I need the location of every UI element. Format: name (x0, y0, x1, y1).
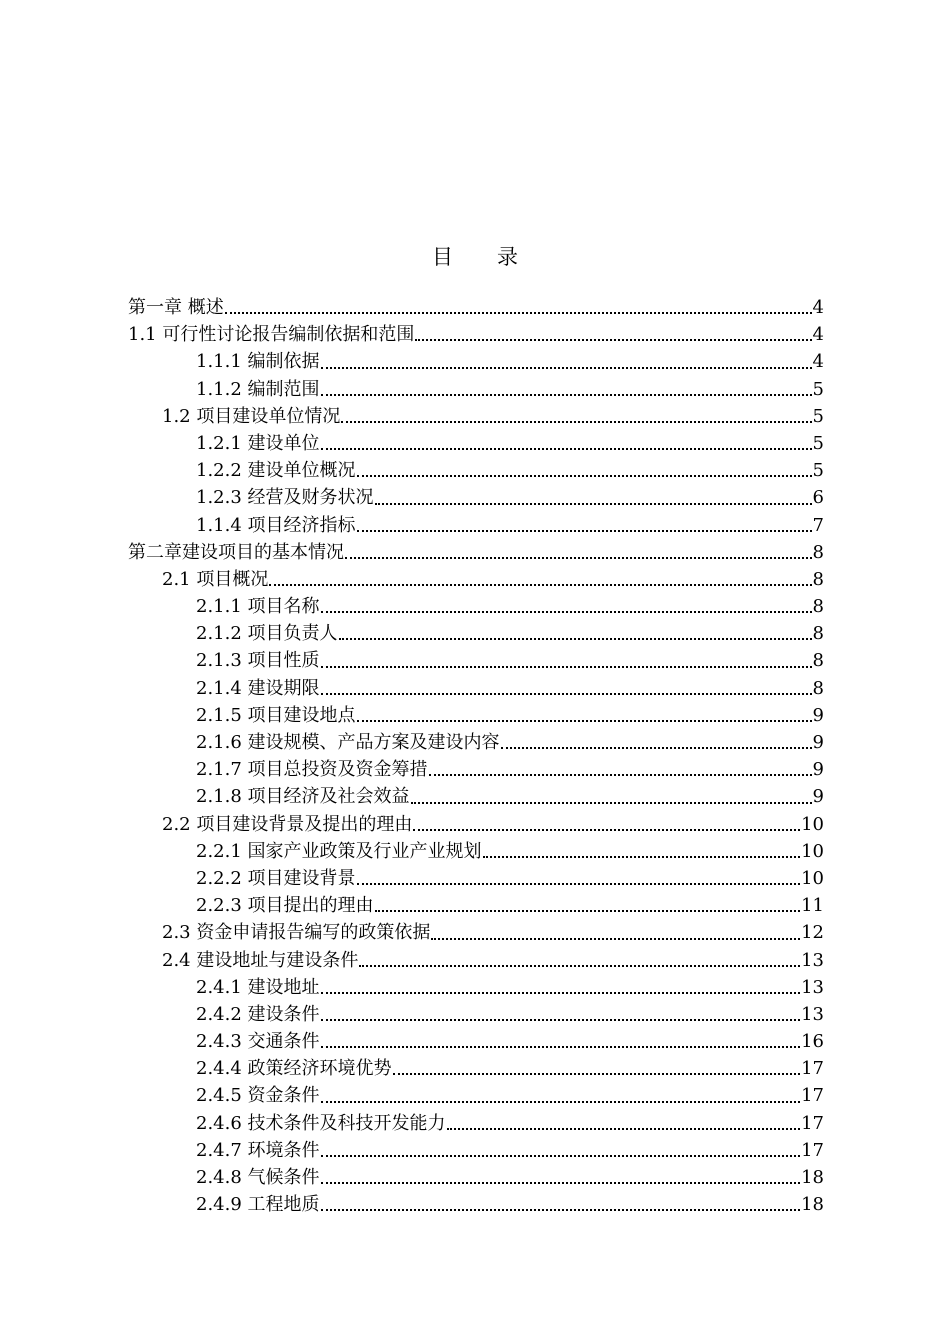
toc-entry-page: 16 (801, 1031, 824, 1053)
toc-entry-page: 10 (801, 867, 824, 889)
toc-leader-dots (321, 1155, 801, 1157)
toc-entry-page: 10 (801, 840, 824, 862)
toc-leader-dots (357, 720, 812, 722)
toc-entry-page: 4 (812, 324, 824, 346)
toc-leader-dots (321, 367, 812, 369)
toc-entry-page: 9 (812, 704, 824, 726)
toc-entry-label: 2.1.2 项目负责人 (196, 623, 338, 645)
toc-entry-page: 18 (801, 1167, 824, 1188)
toc-entry-page: 12 (801, 922, 824, 944)
toc-entry-label: 第一章 概述 (128, 297, 224, 318)
toc-entry-page: 8 (812, 650, 824, 672)
toc-leader-dots (269, 584, 811, 586)
toc-entry[interactable] (128, 811, 824, 838)
toc-entry-page: 9 (812, 786, 824, 808)
toc-leader-dots (375, 910, 801, 912)
toc-leader-dots (321, 1101, 801, 1103)
toc-entry-page: 17 (801, 1112, 824, 1134)
toc-entry[interactable] (128, 1164, 824, 1191)
toc-entry-label: 2.1.1 项目名称 (196, 596, 320, 618)
toc-entry-page: 17 (801, 1139, 824, 1161)
toc-entry-page: 5 (812, 378, 824, 400)
toc-leader-dots (429, 774, 812, 776)
toc-entry[interactable] (128, 457, 824, 484)
toc-entry-label: 第二章建设项目的基本情况 (128, 541, 344, 563)
toc-entry-page: 13 (801, 949, 824, 971)
toc-entry-label: 2.4.1 建设地址 (196, 976, 320, 998)
toc-leader-dots (321, 1019, 801, 1021)
toc-entry-page: 13 (801, 976, 824, 998)
toc-entry[interactable] (128, 783, 824, 810)
toc-entry-label: 2.2.1 国家产业政策及行业产业规划 (196, 840, 482, 862)
toc-entry[interactable] (128, 892, 824, 919)
toc-entry-label: 2.1 项目概况 (162, 568, 269, 590)
toc-entry-page: 8 (812, 568, 824, 590)
toc-entry[interactable] (128, 838, 824, 865)
toc-entry[interactable] (128, 1001, 824, 1028)
toc-entry-label: 1.2.1 建设单位 (196, 432, 320, 454)
toc-entry[interactable] (128, 294, 824, 321)
toc-entry[interactable] (128, 512, 824, 539)
toc-entry-label: 1.2.2 建设单位概况 (196, 460, 356, 482)
toc-leader-dots (501, 747, 812, 749)
toc-entry-page: 13 (801, 1003, 824, 1025)
toc-entry[interactable] (128, 974, 824, 1001)
toc-entry-label: 2.1.4 建设期限 (196, 677, 320, 699)
toc-entry[interactable] (128, 647, 824, 674)
toc-entry-label: 1.2.3 经营及财务状况 (196, 487, 374, 509)
toc-entry-page: 8 (812, 596, 824, 618)
toc-entry-label: 2.4.6 技术条件及科技开发能力 (196, 1112, 446, 1134)
toc-title (0, 242, 950, 272)
toc-entry-page: 17 (801, 1085, 824, 1107)
toc-leader-dots (321, 1046, 801, 1048)
toc-leader-dots (393, 1073, 801, 1075)
toc-entry-label: 1.1.1 编制依据 (196, 351, 320, 373)
toc-entry-page: 9 (812, 759, 824, 781)
toc-entry[interactable] (128, 403, 824, 430)
toc-entry[interactable] (128, 593, 824, 620)
table-of-contents (128, 294, 824, 1218)
toc-entry-label: 2.2.2 项目建设背景 (196, 867, 356, 889)
toc-entry[interactable] (128, 865, 824, 892)
toc-entry[interactable] (128, 1082, 824, 1109)
toc-entry[interactable] (128, 484, 824, 511)
toc-leader-dots (225, 312, 812, 314)
toc-title-char-2: 录 (497, 245, 518, 269)
toc-leader-dots (447, 1128, 801, 1130)
toc-entry-label: 1.1.4 项目经济指标 (196, 514, 356, 536)
toc-entry-page: 5 (812, 460, 824, 482)
toc-entry-label: 2.2.3 项目提出的理由 (196, 895, 374, 917)
toc-entry[interactable] (128, 947, 824, 974)
toc-entry-label: 2.4.4 政策经济环境优势 (196, 1058, 392, 1080)
toc-entry[interactable] (128, 756, 824, 783)
toc-leader-dots (413, 829, 800, 831)
toc-entry-label: 1.1 可行性讨论报告编制依据和范围 (128, 324, 415, 346)
toc-entry-label: 2.4.5 资金条件 (196, 1085, 320, 1107)
toc-title-char-1: 目 (432, 245, 453, 269)
toc-entry-page: 10 (801, 813, 824, 835)
toc-leader-dots (321, 448, 812, 450)
toc-entry-page: 7 (812, 514, 824, 536)
toc-entry-label: 2.4 建设地址与建设条件 (162, 949, 359, 971)
toc-leader-dots (321, 666, 812, 668)
toc-entry-label: 1.1.2 编制范围 (196, 378, 320, 400)
toc-leader-dots (321, 394, 812, 396)
toc-entry[interactable] (128, 348, 824, 375)
toc-leader-dots (431, 938, 800, 940)
toc-entry-page: 4 (812, 351, 824, 373)
toc-entry-page: 8 (812, 541, 824, 563)
toc-entry-label: 2.4.9 工程地质 (196, 1194, 320, 1216)
toc-leader-dots (357, 883, 801, 885)
toc-entry-label: 2.4.3 交通条件 (196, 1031, 320, 1053)
toc-leader-dots (357, 530, 812, 532)
toc-entry-label: 2.1.7 项目总投资及资金筹措 (196, 759, 428, 781)
toc-entry[interactable] (128, 702, 824, 729)
toc-entry[interactable] (128, 376, 824, 403)
toc-leader-dots (415, 339, 811, 341)
toc-entry-page: 5 (812, 405, 824, 427)
toc-entry-label: 1.2 项目建设单位情况 (162, 405, 341, 427)
toc-entry-label: 2.4.7 环境条件 (196, 1139, 320, 1161)
toc-entry-page: 8 (812, 677, 824, 699)
toc-leader-dots (339, 638, 812, 640)
toc-entry[interactable] (128, 1137, 824, 1164)
toc-entry[interactable] (128, 566, 824, 593)
toc-entry-page: 4 (812, 297, 824, 318)
toc-entry-page: 6 (812, 487, 824, 509)
toc-entry[interactable] (128, 1110, 824, 1137)
toc-entry[interactable] (128, 919, 824, 946)
toc-leader-dots (321, 1182, 801, 1184)
toc-leader-dots (359, 965, 800, 967)
toc-entry-label: 2.1.5 项目建设地点 (196, 704, 356, 726)
toc-leader-dots (411, 802, 812, 804)
toc-leader-dots (321, 992, 801, 994)
toc-leader-dots (321, 693, 812, 695)
toc-entry[interactable] (128, 675, 824, 702)
toc-entry-label: 2.1.6 建设规模、产品方案及建设内容 (196, 732, 500, 753)
toc-leader-dots (357, 475, 812, 477)
toc-leader-dots (341, 421, 811, 423)
toc-entry[interactable] (128, 729, 824, 756)
toc-entry-label: 2.1.3 项目性质 (196, 650, 320, 672)
toc-leader-dots (345, 557, 812, 559)
toc-entry-label: 2.3 资金申请报告编写的政策依据 (162, 922, 431, 944)
toc-entry-label: 2.2 项目建设背景及提出的理由 (162, 813, 413, 835)
toc-entry[interactable] (128, 620, 824, 647)
toc-leader-dots (321, 611, 812, 613)
toc-entry-label: 2.1.8 项目经济及社会效益 (196, 786, 410, 808)
toc-leader-dots (483, 856, 801, 858)
toc-entry[interactable] (128, 1055, 824, 1082)
toc-entry-page: 17 (801, 1058, 824, 1080)
toc-leader-dots (321, 1209, 801, 1211)
toc-entry[interactable] (128, 430, 824, 457)
toc-entry-page: 5 (812, 432, 824, 454)
toc-entry-page: 8 (812, 623, 824, 645)
toc-entry[interactable] (128, 1028, 824, 1055)
toc-entry-page: 9 (812, 732, 824, 753)
toc-entry-page: 18 (801, 1194, 824, 1216)
toc-entry-label: 2.4.8 气候条件 (196, 1167, 320, 1188)
toc-entry[interactable] (128, 539, 824, 566)
toc-entry[interactable] (128, 321, 824, 348)
toc-entry-page: 11 (801, 895, 824, 917)
toc-entry-label: 2.4.2 建设条件 (196, 1003, 320, 1025)
toc-leader-dots (375, 503, 812, 505)
toc-entry[interactable] (128, 1191, 824, 1218)
